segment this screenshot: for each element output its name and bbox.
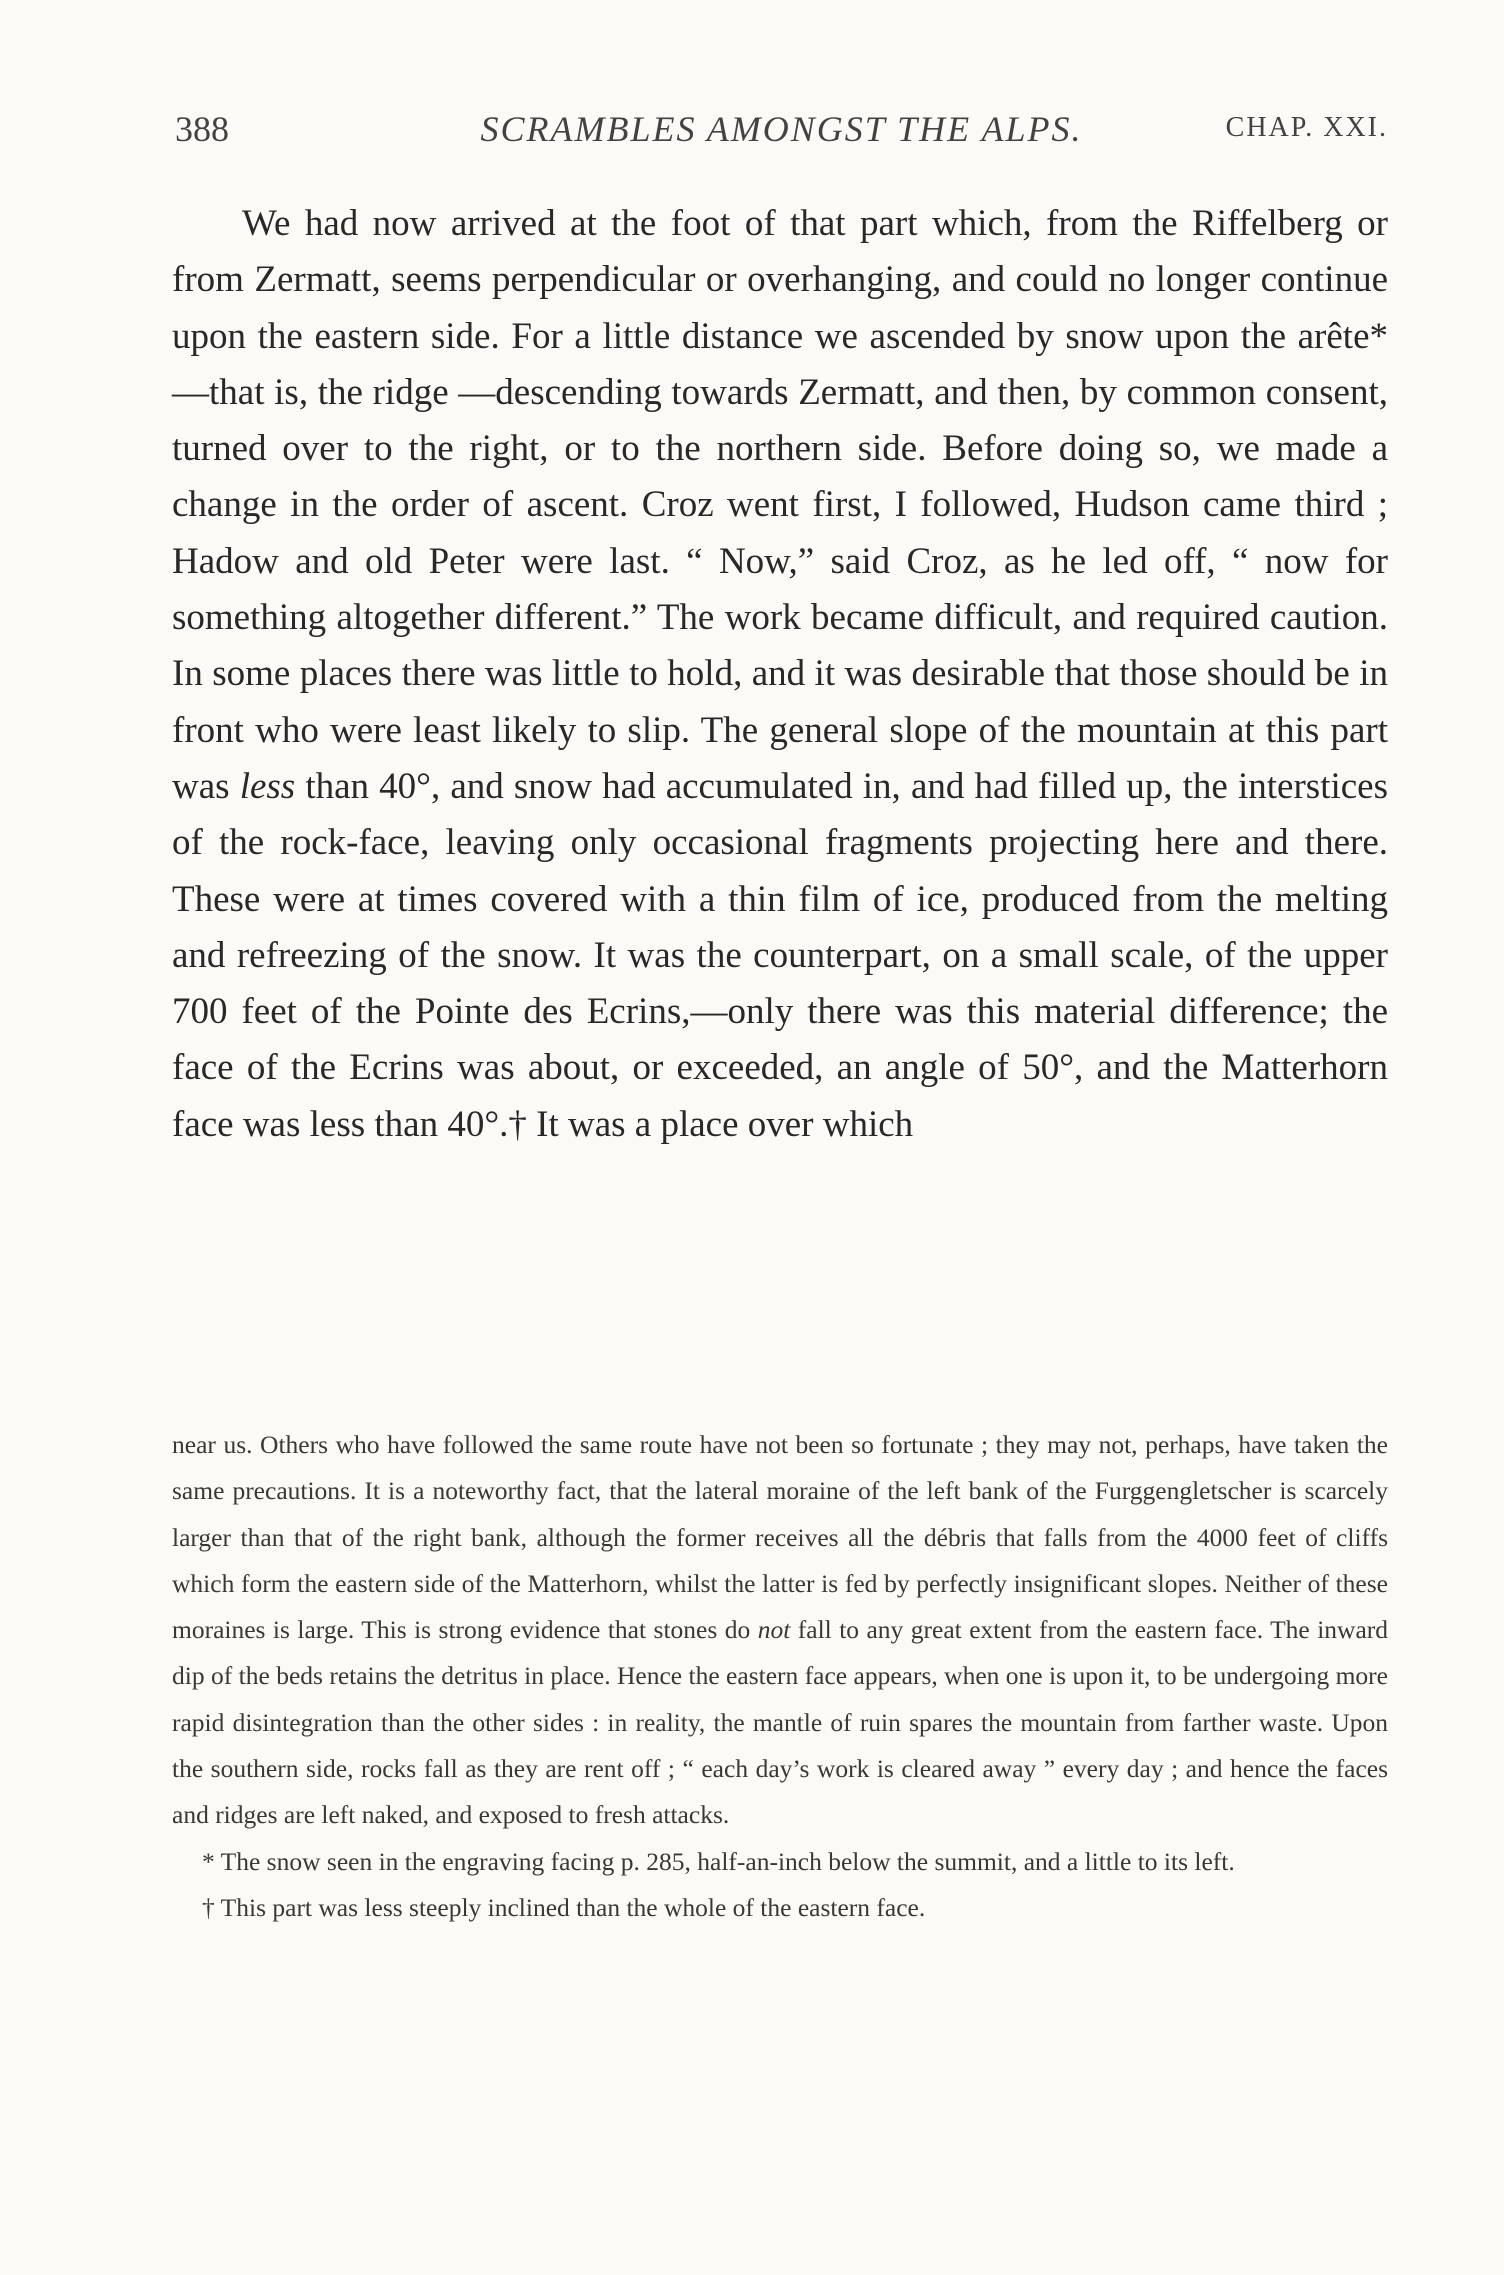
footnote-continued-part-1: near us. Others who have followed the same route have not been so fortunate ; they may not, perhaps, have taken the same precautions. It is a noteworthy fact, that the lateral moraine of the left bank of the Furggengletscher is scarcely larger than that of the right bank, although the former receives all the débris that falls from the 4000 feet of cliffs which form the eastern side of the Matterhorn, whilst the latter is fed by perfectly insignificant slopes. Neither of these moraines is large. This is strong evidence that stones do [172,1430,1388,1645]
footnote-dagger: † This part was less steeply inclined than the whole of the eastern face. [202,1892,926,1922]
main-text-emphasis: less [239,765,296,807]
chapter-label: CHAP. XXI. [1225,112,1388,143]
footnote-star: * The snow seen in the engraving facing p. 285, half-an-inch below the summit, and a little to its left. [202,1846,1235,1876]
main-text-part-2: than 40°, and snow had accumulated in, and had filled up, the interstices of the rock-face, leaving only occasional fragments projecting here and there. These were at times covered with a thin film of ice, produced from the melting and refreezing of the snow. It was the counterpart, on a small scale, of the upper 700 feet of the Pointe des Ecrins,—only there was this material difference; the face of the Ecrins was about, or exceeded, an angle of 50°, and the Matterhorn face was less than 40°.† It was a place over which [172,765,1388,1145]
footnote-continued-part-2: fall to any great extent from the eastern face. The inward dip of the beds retains the detritus in place. Hence the eastern face appears, when one is upon it, to be undergoing more rapid disintegration than the other sides : in reality, the mantle of ruin spares the mountain from farther waste. Upon the southern side, rocks fall as they are rent off ; “ each day’s work is cleared away ” every day ; and hence the faces and ridges are left naked, and exposed to fresh attacks. [172,1615,1389,1830]
footnotes [172,1422,1388,1931]
footnote-continued-emphasis: not [757,1615,791,1645]
page-number: 388 [175,109,229,149]
main-text-part-1: We had now arrived at the foot of that part which, from the Riffelberg or from Zermatt, seems perpendicular or overhanging, and could no longer continue upon the eastern side. For a little distance we ascended by snow upon the arête*—that is, the ridge —descending towards Zermatt, and then, by common consent, turned over to the right, or to the northern side. Before doing so, we made a change in the order of ascent. Croz went first, I followed, Hudson came third ; Hadow and old Peter were last. “ Now,” said Croz, as he led off, “ now for something altogether different.” The work became difficult, and required caution. In some places there was little to hold, and it was desirable that those should be in front who were least likely to slip. The general slope of the mountain at this part was [172,203,1388,807]
running-head [175,108,1388,158]
footnote-continued [172,1422,1388,1839]
main-paragraph [172,196,1388,1153]
running-title: SCRAMBLES AMONGST THE ALPS. [480,109,1083,149]
